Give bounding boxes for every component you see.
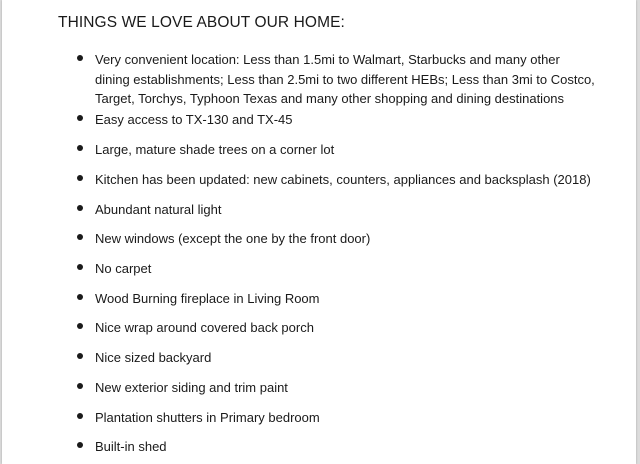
bullet-icon: [77, 442, 83, 448]
list-item-text: Plantation shutters in Primary bedroom: [95, 410, 320, 425]
list-item-text: New windows (except the one by the front door): [95, 231, 371, 246]
list-item-text: Easy access to TX-130 and TX-45: [95, 112, 293, 127]
list-item-text: Large, mature shade trees on a corner lot: [95, 142, 335, 157]
list-item-text: No carpet: [95, 261, 152, 276]
list-item-text: Very convenient location: Less than 1.5mi to Walmart, Starbucks and many other dining establishments; Less than 2.5mi to two different HEBs; Less than 3mi to Costco, Target, Torchys, Typhoon Texas and many other shopping and dining destinations: [95, 52, 595, 106]
bullet-icon: [77, 145, 83, 151]
bullet-icon: [77, 55, 83, 61]
list-item-text: Kitchen has been updated: new cabinets, counters, appliances and backsplash (2018): [95, 172, 591, 187]
bullet-icon: [77, 413, 83, 419]
bullet-icon: [77, 323, 83, 329]
bullet-icon: [77, 383, 83, 389]
bullet-icon: [77, 115, 83, 121]
bullet-icon: [77, 294, 83, 300]
list-item-text: Built-in shed: [95, 439, 167, 454]
list-item-text: Nice sized backyard: [95, 350, 212, 365]
document-heading: THINGS WE LOVE ABOUT OUR HOME:: [58, 14, 345, 31]
bullet-icon: [77, 205, 83, 211]
list-item-text: New exterior siding and trim paint: [95, 380, 288, 395]
list-item-text: Abundant natural light: [95, 202, 222, 217]
bullet-icon: [77, 353, 83, 359]
bullet-icon: [77, 234, 83, 240]
list-item-text: Nice wrap around covered back porch: [95, 320, 314, 335]
list-item-text: Wood Burning fireplace in Living Room: [95, 291, 320, 306]
document-page: [2, 0, 636, 464]
bullet-icon: [77, 175, 83, 181]
bullet-icon: [77, 264, 83, 270]
feature-list: [2, 0, 636, 464]
